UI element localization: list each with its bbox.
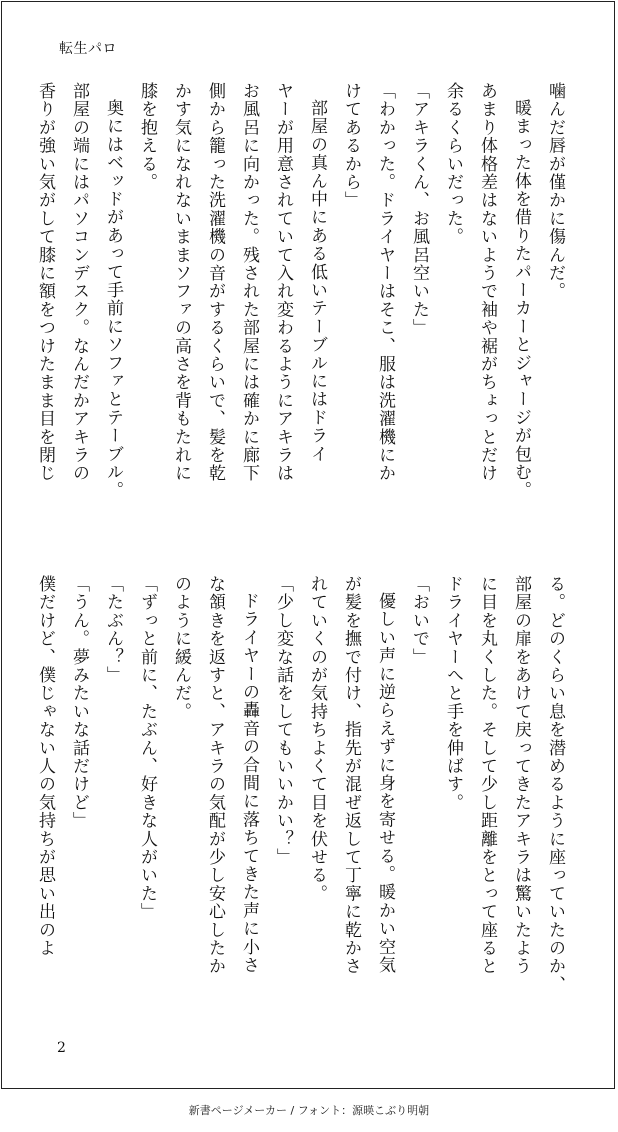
text-line: 「わかった。ドライヤーはそこ、服は洗濯機にか xyxy=(375,82,395,483)
text-line: けてあるから」 xyxy=(341,82,361,210)
text-line: 香りが強い気がして膝に額をつけたまま目を閉じ xyxy=(35,82,55,483)
page-number: 2 xyxy=(57,1040,66,1056)
text-line: る。どのくらい息を潜めるように座っていたのか、 xyxy=(545,575,565,994)
footer-credit: 新書ページメーカー / フォント：源暎こぶり明朝 xyxy=(188,1104,430,1117)
text-line: お風呂に向かった。残された部屋には確かに廊下 xyxy=(239,82,259,483)
text-line: 僕だけど、僕じゃない人の気持ちが思い出のよ xyxy=(35,575,55,958)
text-line: 優しい声に逆らえずに身を寄せる。暖かい空気 xyxy=(375,592,395,975)
text-line: 「たぶん？」 xyxy=(103,575,123,685)
text-line: かす気になれないままソファの高さを背もたれに xyxy=(171,82,191,483)
running-header: 転生パロ xyxy=(59,41,117,57)
text-line: に目を丸くした。そして少し距離をとって座ると xyxy=(477,575,497,976)
text-line: ドライヤーへと手を伸ばす。 xyxy=(443,575,463,812)
text-line: 「アキラくん、お風呂空いた」 xyxy=(409,82,429,337)
text-line: 部屋の端にはパソコンデスク。なんだかアキラの xyxy=(69,82,89,483)
text-line: 奥にはベッドがあって手前にソファとテーブル。 xyxy=(103,99,123,500)
text-line: 膝を抱える。 xyxy=(137,82,157,192)
text-line: 「うん。夢みたいな話だけど」 xyxy=(69,575,89,830)
text-block-top xyxy=(35,82,572,552)
text-line: ヤーが用意されていて入れ変わるようにアキラは xyxy=(273,82,293,483)
text-line: 「ずっと前に、たぶん、好きな人がいた」 xyxy=(137,575,157,921)
text-line: あまり体格差はないようで袖や裾がちょっとだけ xyxy=(477,82,497,483)
text-line: れていくのが気持ちよくて目を伏せる。 xyxy=(307,575,327,903)
book-page xyxy=(1,1,615,1089)
text-line: が髪を撫で付け、指先が混ぜ返して丁寧に乾かさ xyxy=(341,575,361,976)
text-line: 余るくらいだった。 xyxy=(443,82,463,246)
text-line: 「少し変な話をしてもいいかい？」 xyxy=(273,575,293,867)
text-line: ドライヤーの轟音の合間に落ちてきた声に小さ xyxy=(239,592,259,975)
text-line: 側から籠った洗濯機の音がするくらいで、髪を乾 xyxy=(205,82,225,483)
text-line: 「おいで」 xyxy=(409,575,429,666)
text-block-bottom xyxy=(35,575,572,1045)
text-line: のように緩んだ。 xyxy=(171,575,191,721)
text-line: 部屋の真ん中にある低いテーブルにはドライ xyxy=(307,99,327,463)
text-line: 部屋の扉をあけて戻ってきたアキラは驚いたよう xyxy=(511,575,531,976)
text-line: 暖まった体を借りたパーカーとジャージが包む。 xyxy=(511,99,531,500)
text-line: 噛んだ唇が僅かに傷んだ。 xyxy=(545,82,565,301)
text-line: な頷きを返すと、アキラの気配が少し安心したか xyxy=(205,575,225,976)
